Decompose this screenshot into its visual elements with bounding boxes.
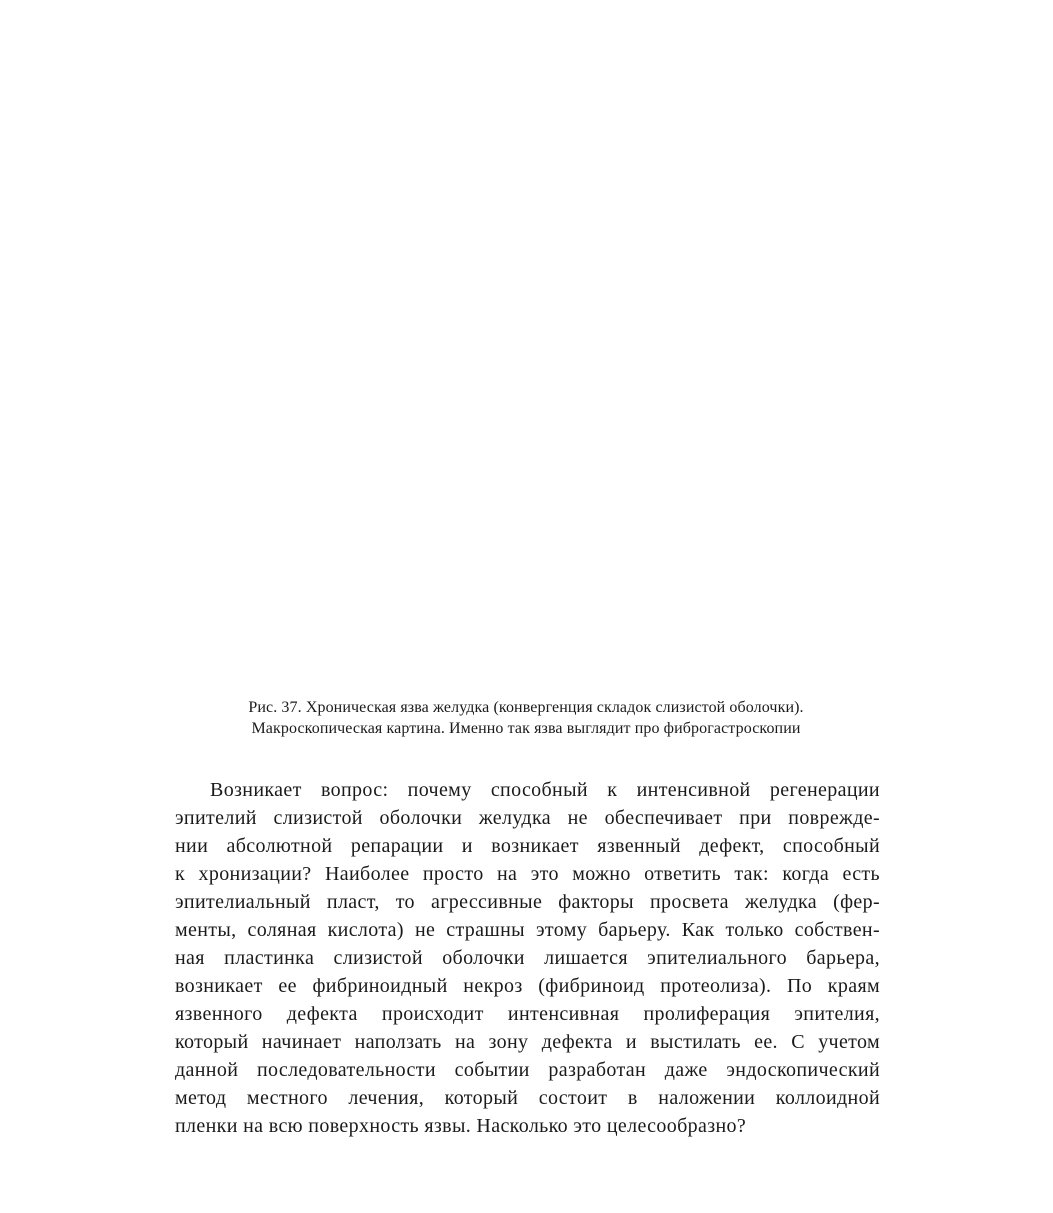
- text-line-10: который начинает наползать на зону дефекта и выстилать ее. С учетом: [175, 1031, 880, 1053]
- text-line-7: ная пластинка слизистой оболочки лишается эпителиального барьера,: [175, 947, 880, 969]
- text-line-4: к хронизации? Наиболее просто на это можно ответить так: когда есть: [175, 863, 880, 885]
- caption-line-1: Рис. 37. Хроническая язва желудка (конвергенция складок слизистой оболочки).: [248, 699, 804, 716]
- text-line-13: пленки на всю поверхность язвы. Насколько это целесообразно?: [175, 1115, 747, 1137]
- text-line-9: язвенного дефекта происходит интенсивная пролиферация эпителия,: [175, 1003, 880, 1025]
- body-paragraph: [175, 776, 880, 1140]
- text-line-11: данной последовательности событии разработан даже эндоскопический: [175, 1059, 880, 1081]
- caption-line-2: Макроскопическая картина. Именно так язва выглядит про фиброгастроскопии: [251, 720, 801, 737]
- text-line-6: менты, соляная кислота) не страшны этому барьеру. Как только собствен-: [175, 919, 880, 941]
- text-line-1: Возникает вопрос: почему способный к интенсивной регенерации: [210, 779, 880, 801]
- text-line-5: эпителиальный пласт, то агрессивные факторы просвета желудка (фер-: [175, 891, 880, 913]
- text-line-8: возникает ее фибриноидный некроз (фибриноид протеолиза). По краям: [175, 975, 880, 997]
- figure-caption: [150, 697, 902, 739]
- text-line-12: метод местного лечения, который состоит в наложении коллоидной: [175, 1087, 880, 1109]
- text-line-3: нии абсолютной репарации и возникает язвенный дефект, способный: [175, 835, 880, 857]
- text-line-2: эпителий слизистой оболочки желудка не обеспечивает при поврежде-: [175, 807, 880, 829]
